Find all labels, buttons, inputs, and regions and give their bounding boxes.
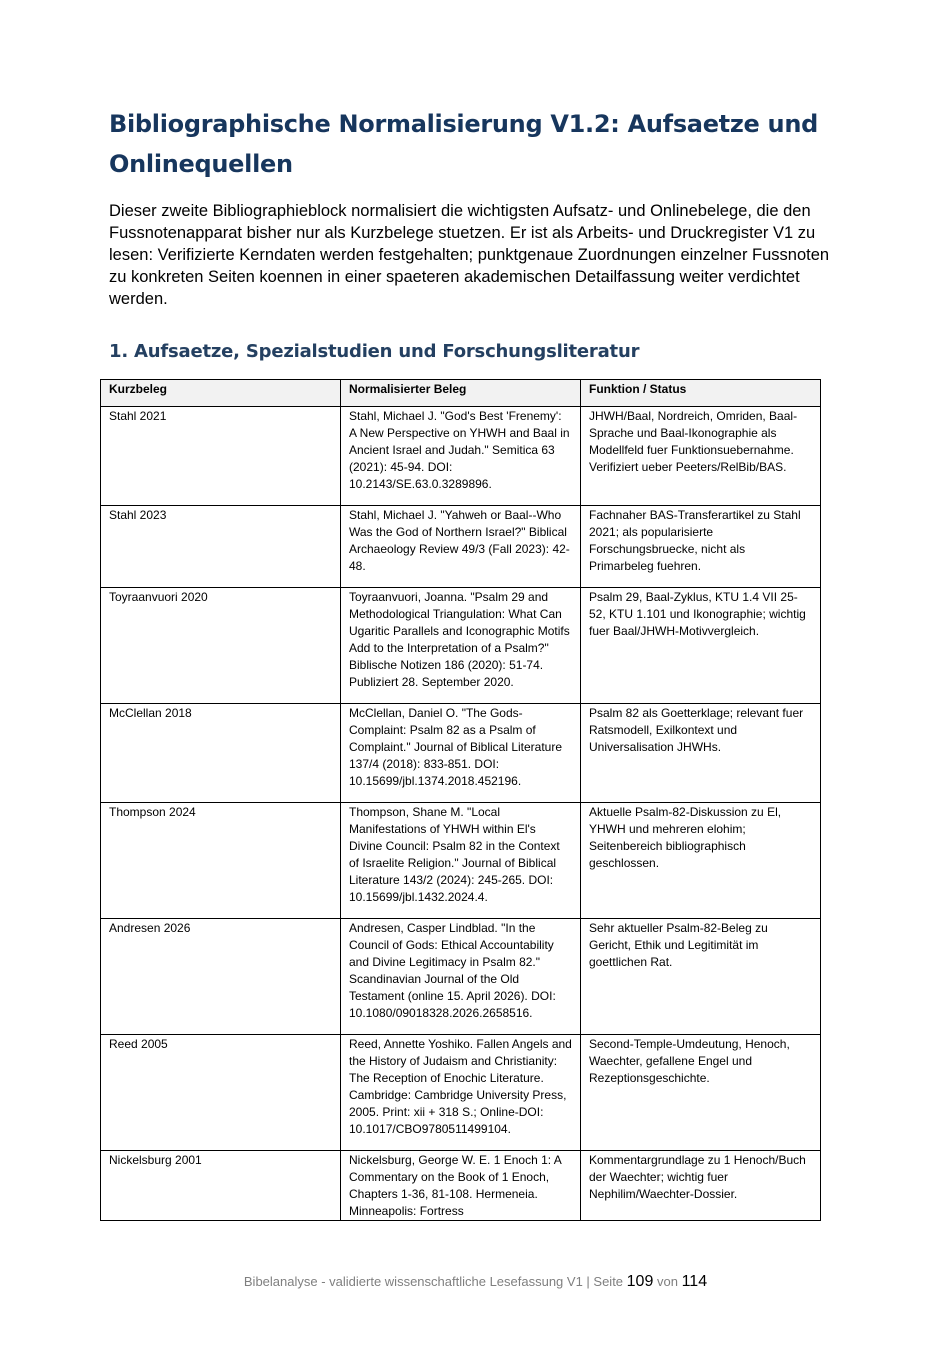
page-title: Bibliographische Normalisierung V1.2: Aufsaetze und Onlinequellen	[109, 110, 819, 178]
footer-page-number: 109	[626, 1273, 654, 1290]
intro-paragraph: Dieser zweite Bibliographieblock normalisiert die wichtigsten Aufsatz- und Onlinebelege, die den Fussnotenapparat bisher nur als Kurzbelege stuetzen. Er ist als Arbeits- und Druckregister V1 zu lesen: Verifizierte Kerndaten werden festgehalten; punktgenaue Zuordnungen einzelner Fussnoten zu konkreten Seiten koennen in einer spaeteren akademischen Detailfassung weiter verdichtet werden.	[109, 202, 830, 308]
cell-normalisierter-beleg: Nickelsburg, George W. E. 1 Enoch 1: A Commentary on the Book of 1 Enoch, Chapters 1-36, 81-108. Hermeneia. Minneapolis: Fortress	[341, 1151, 581, 1221]
table-row	[101, 506, 821, 588]
cell-kurzbeleg: McClellan 2018	[101, 704, 341, 803]
table-header-row	[101, 380, 821, 407]
header-funktion-status: Funktion / Status	[581, 380, 821, 407]
table-row	[101, 803, 821, 919]
table-row	[101, 704, 821, 803]
footer-total-pages: 114	[681, 1273, 708, 1290]
cell-normalisierter-beleg: Reed, Annette Yoshiko. Fallen Angels and the History of Judaism and Christianity: The Reception of Enochic Literature. Cambridge: Cambridge University Press, 2005. Print: xii + 318 S.; Online-DOI: 10.1017/CBO9780511499104.	[341, 1035, 581, 1151]
cell-funktion-status: Aktuelle Psalm-82-Diskussion zu El, YHWH und mehreren elohim; Seitenbereich bibliographisch geschlossen.	[581, 803, 821, 919]
cell-kurzbeleg: Andresen 2026	[101, 919, 341, 1035]
cell-funktion-status: Second-Temple-Umdeutung, Henoch, Waechter, gefallene Engel und Rezeptionsgeschichte.	[581, 1035, 821, 1151]
cell-funktion-status: Kommentargrundlage zu 1 Henoch/Buch der Waechter; wichtig fuer Nephilim/Waechter-Dossier.	[581, 1151, 821, 1221]
header-kurzbeleg: Kurzbeleg	[101, 380, 341, 407]
cell-kurzbeleg: Thompson 2024	[101, 803, 341, 919]
cell-funktion-status: Fachnaher BAS-Transferartikel zu Stahl 2021; als popularisierte Forschungsbruecke, nicht als Primarbeleg fuehren.	[581, 506, 821, 588]
cell-kurzbeleg: Nickelsburg 2001	[101, 1151, 341, 1221]
cell-kurzbeleg: Reed 2005	[101, 1035, 341, 1151]
table-row	[101, 588, 821, 704]
cell-normalisierter-beleg: McClellan, Daniel O. "The Gods-Complaint: Psalm 82 as a Psalm of Complaint." Journal of Biblical Literature 137/4 (2018): 833-851. DOI: 10.15699/jbl.1374.2018.452196.	[341, 704, 581, 803]
cell-funktion-status: JHWH/Baal, Nordreich, Omriden, Baal-Sprache und Baal-Ikonographie als Modellfeld fuer Funktionsuebernahme. Verifiziert ueber Peeters/RelBib/BAS.	[581, 407, 821, 506]
header-normalisierter-beleg: Normalisierter Beleg	[341, 380, 581, 407]
cell-normalisierter-beleg: Andresen, Casper Lindblad. "In the Council of Gods: Ethical Accountability and Divine Legitimacy in Psalm 82." Scandinavian Journal of the Old Testament (online 15. April 2026). DOI: 10.1080/09018328.2026.2658516.	[341, 919, 581, 1035]
cell-normalisierter-beleg: Stahl, Michael J. "God's Best 'Frenemy': A New Perspective on YHWH and Baal in Ancient Israel and Judah." Semitica 63 (2021): 45-94. DOI: 10.2143/SE.63.0.3289896.	[341, 407, 581, 506]
cell-kurzbeleg: Toyraanvuori 2020	[101, 588, 341, 704]
page-footer	[0, 1271, 951, 1293]
cell-funktion-status: Psalm 82 als Goetterklage; relevant fuer Ratsmodell, Exilkontext und Universalisation JHWHs.	[581, 704, 821, 803]
cell-funktion-status: Psalm 29, Baal-Zyklus, KTU 1.4 VII 25-52, KTU 1.101 und Ikonographie; wichtig fuer Baal/JHWH-Motivvergleich.	[581, 588, 821, 704]
table-row	[101, 407, 821, 506]
cell-normalisierter-beleg: Stahl, Michael J. "Yahweh or Baal--Who Was the God of Northern Israel?" Biblical Archaeology Review 49/3 (Fall 2023): 42-48.	[341, 506, 581, 588]
bibliography-table	[100, 379, 821, 1221]
cell-funktion-status: Sehr aktueller Psalm-82-Beleg zu Gericht, Ethik und Legitimität im goettlichen Rat.	[581, 919, 821, 1035]
table-row	[101, 919, 821, 1035]
cell-kurzbeleg: Stahl 2021	[101, 407, 341, 506]
section-heading: 1. Aufsaetze, Spezialstudien und Forschungsliteratur	[109, 341, 640, 362]
table-row	[101, 1151, 821, 1221]
cell-normalisierter-beleg: Thompson, Shane M. "Local Manifestations of YHWH within El's Divine Council: Psalm 82 in the Context of Israelite Religion." Journal of Biblical Literature 143/2 (2024): 245-265. DOI: 10.15699/jbl.1432.2024.4.	[341, 803, 581, 919]
table-row	[101, 1035, 821, 1151]
footer-of-label: von	[656, 1274, 678, 1289]
cell-kurzbeleg: Stahl 2023	[101, 506, 341, 588]
cell-normalisierter-beleg: Toyraanvuori, Joanna. "Psalm 29 and Methodological Triangulation: What Can Ugaritic Parallels and Iconographic Motifs Add to the Interpretation of a Psalm?" Biblische Notizen 186 (2020): 51-74. Publiziert 28. September 2020.	[341, 588, 581, 704]
footer-text: Bibelanalyse - validierte wissenschaftliche Lesefassung V1 | Seite	[243, 1274, 624, 1289]
